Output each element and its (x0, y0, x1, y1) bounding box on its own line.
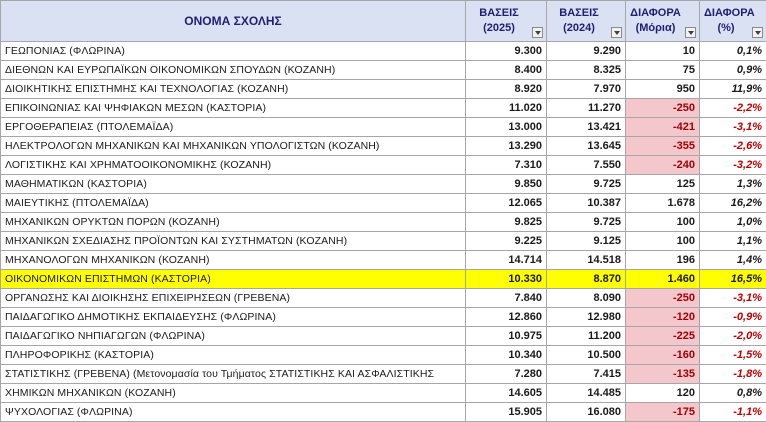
difference-percent-cell[interactable]: 0,9% (700, 61, 766, 80)
table-row (1, 232, 766, 251)
bases-2025-cell[interactable]: 8.400 (466, 61, 547, 80)
bases-2024-cell[interactable]: 10.387 (547, 194, 626, 213)
difference-percent-cell[interactable]: 1,1% (700, 232, 766, 251)
bases-2025-cell[interactable]: 12.065 (466, 194, 547, 213)
header-school-name[interactable] (1, 1, 466, 42)
bases-2025-cell[interactable]: 7.840 (466, 289, 547, 308)
table-row (1, 308, 766, 327)
filter-dropdown-icon[interactable] (611, 27, 622, 38)
bases-2024-cell[interactable]: 14.485 (547, 384, 626, 403)
difference-percent-cell[interactable]: -2,6% (700, 137, 766, 156)
difference-percent-cell[interactable]: -3,1% (700, 118, 766, 137)
bases-2025-cell[interactable]: 9.300 (466, 42, 547, 61)
difference-percent-cell[interactable]: -1,8% (700, 365, 766, 384)
header-difference-points-line2: (Μόρια) (630, 21, 695, 36)
difference-points-cell[interactable]: -421 (626, 118, 700, 137)
filter-dropdown-icon[interactable] (532, 27, 543, 38)
table-row (1, 194, 766, 213)
bases-2024-cell[interactable]: 7.550 (547, 156, 626, 175)
table-row (1, 270, 766, 289)
header-difference-points[interactable] (626, 1, 700, 42)
bases-2024-cell[interactable]: 8.090 (547, 289, 626, 308)
header-difference-percent-line2: (%) (704, 21, 762, 36)
bases-2025-cell[interactable]: 9.225 (466, 232, 547, 251)
table-row (1, 251, 766, 270)
school-name-cell[interactable]: ΟΡΓΑΝΩΣΗΣ ΚΑΙ ΔΙΟΙΚΗΣΗΣ ΕΠΙΧΕΙΡΗΣΕΩΝ (ΓΡΕΒΕΝΑ) (1, 289, 466, 308)
bases-2025-cell[interactable]: 7.310 (466, 156, 547, 175)
difference-points-cell[interactable]: 950 (626, 80, 700, 99)
bases-2024-cell[interactable]: 7.415 (547, 365, 626, 384)
bases-2024-cell[interactable]: 8.870 (547, 270, 626, 289)
bases-2024-cell[interactable]: 9.725 (547, 213, 626, 232)
bases-2025-cell[interactable]: 8.920 (466, 80, 547, 99)
header-difference-percent-line1: ΔΙΑΦΟΡΑ (704, 6, 762, 21)
table-row (1, 384, 766, 403)
table-row (1, 118, 766, 137)
bases-2024-cell[interactable]: 8.325 (547, 61, 626, 80)
difference-percent-cell[interactable]: -1,1% (700, 403, 766, 422)
difference-percent-cell[interactable]: 1,4% (700, 251, 766, 270)
difference-percent-cell[interactable]: -2,2% (700, 99, 766, 118)
difference-points-cell[interactable]: 196 (626, 251, 700, 270)
table-row (1, 175, 766, 194)
difference-percent-cell[interactable]: -1,5% (700, 346, 766, 365)
school-name-cell[interactable]: ΠΛΗΡΟΦΟΡΙΚΗΣ (ΚΑΣΤΟΡΙΑ) (1, 346, 466, 365)
difference-percent-cell[interactable]: 0,1% (700, 42, 766, 61)
header-row (1, 1, 766, 42)
header-bases-2024-line2: (2024) (551, 21, 621, 36)
header-bases-2024[interactable] (547, 1, 626, 42)
difference-points-cell[interactable]: -120 (626, 308, 700, 327)
school-name-cell[interactable]: ΜΗΧΑΝΟΛΟΓΩΝ ΜΗΧΑΝΙΚΩΝ (ΚΟΖΑΝΗ) (1, 251, 466, 270)
school-name-cell[interactable]: ΣΤΑΤΙΣΤΙΚΗΣ (ΓΡΕΒΕΝΑ) (Μετονομασία του Τμήματος ΣΤΑΤΙΣΤΙΚΗΣ ΚΑΙ ΑΣΦΑΛΙΣΤΙΚΗΣ (1, 365, 466, 384)
header-bases-2025-line1: ΒΑΣΕΙΣ (470, 6, 542, 21)
table-row (1, 61, 766, 80)
school-name-cell[interactable]: ΕΡΓΟΘΕΡΑΠΕΙΑΣ (ΠΤΟΛΕΜΑΪΔΑ) (1, 118, 466, 137)
difference-percent-cell[interactable]: -3,2% (700, 156, 766, 175)
bases-2025-cell[interactable]: 9.850 (466, 175, 547, 194)
school-name-cell[interactable]: ΠΑΙΔΑΓΩΓΙΚΟ ΔΗΜΟΤΙΚΗΣ ΕΚΠΑΙΔΕΥΣΗΣ (ΦΛΩΡΙΝΑ) (1, 308, 466, 327)
bases-2024-cell[interactable]: 11.270 (547, 99, 626, 118)
difference-points-cell[interactable]: 125 (626, 175, 700, 194)
bases-2025-cell[interactable]: 14.714 (466, 251, 547, 270)
header-bases-2025-line2: (2025) (470, 21, 542, 36)
difference-points-cell[interactable]: -250 (626, 99, 700, 118)
filter-dropdown-icon[interactable] (685, 27, 696, 38)
difference-percent-cell[interactable]: 16,2% (700, 194, 766, 213)
bases-2025-cell[interactable]: 10.340 (466, 346, 547, 365)
bases-2025-cell[interactable]: 10.975 (466, 327, 547, 346)
school-name-cell[interactable]: ΗΛΕΚΤΡΟΛΟΓΩΝ ΜΗΧΑΝΙΚΩΝ ΚΑΙ ΜΗΧΑΝΙΚΩΝ ΥΠΟΛΟΓΙΣΤΩΝ (ΚΟΖΑΝΗ) (1, 137, 466, 156)
bases-2025-cell[interactable]: 11.020 (466, 99, 547, 118)
difference-points-cell[interactable]: -225 (626, 327, 700, 346)
bases-2025-cell[interactable]: 7.280 (466, 365, 547, 384)
table-row (1, 156, 766, 175)
table-row (1, 137, 766, 156)
bases-2024-cell[interactable]: 12.980 (547, 308, 626, 327)
bases-2025-cell[interactable]: 12.860 (466, 308, 547, 327)
difference-points-cell[interactable]: -355 (626, 137, 700, 156)
table-row (1, 403, 766, 422)
school-name-cell[interactable]: ΧΗΜΙΚΩΝ ΜΗΧΑΝΙΚΩΝ (ΚΟΖΑΝΗ) (1, 384, 466, 403)
school-name-cell[interactable]: ΕΠΙΚΟΙΝΩΝΙΑΣ ΚΑΙ ΨΗΦΙΑΚΩΝ ΜΕΣΩΝ (ΚΑΣΤΟΡΙΑ) (1, 99, 466, 118)
bases-2025-cell[interactable]: 15.905 (466, 403, 547, 422)
table-row (1, 213, 766, 232)
bases-2024-cell[interactable]: 14.518 (547, 251, 626, 270)
bases-2024-cell[interactable]: 9.290 (547, 42, 626, 61)
table-row (1, 80, 766, 99)
difference-points-cell[interactable]: -240 (626, 156, 700, 175)
difference-percent-cell[interactable]: -0,9% (700, 308, 766, 327)
school-name-cell[interactable]: ΟΙΚΟΝΟΜΙΚΩΝ ΕΠΙΣΤΗΜΩΝ (ΚΑΣΤΟΡΙΑ) (1, 270, 466, 289)
difference-points-cell[interactable]: -250 (626, 289, 700, 308)
bases-2024-cell[interactable]: 7.970 (547, 80, 626, 99)
bases-2024-cell[interactable]: 9.725 (547, 175, 626, 194)
school-name-cell[interactable]: ΨΥΧΟΛΟΓΙΑΣ (ΦΛΩΡΙΝΑ) (1, 403, 466, 422)
filter-dropdown-icon[interactable] (752, 27, 763, 38)
difference-percent-cell[interactable]: -3,1% (700, 289, 766, 308)
table-body (1, 42, 766, 422)
table-row (1, 99, 766, 118)
difference-percent-cell[interactable]: -2,0% (700, 327, 766, 346)
bases-2024-cell[interactable]: 13.645 (547, 137, 626, 156)
table-row (1, 346, 766, 365)
school-name-cell[interactable]: ΠΑΙΔΑΓΩΓΙΚΟ ΝΗΠΙΑΓΩΓΩΝ (ΦΛΩΡΙΝΑ) (1, 327, 466, 346)
bases-2024-cell[interactable]: 13.421 (547, 118, 626, 137)
table-row (1, 365, 766, 384)
school-name-cell[interactable]: ΔΙΕΘΝΩΝ ΚΑΙ ΕΥΡΩΠΑΪΚΩΝ ΟΙΚΟΝΟΜΙΚΩΝ ΣΠΟΥΔΩΝ (ΚΟΖΑΝΗ) (1, 61, 466, 80)
difference-points-cell[interactable]: 1.460 (626, 270, 700, 289)
bases-2024-cell[interactable]: 9.125 (547, 232, 626, 251)
difference-points-cell[interactable]: -175 (626, 403, 700, 422)
bases-2024-cell[interactable]: 11.200 (547, 327, 626, 346)
header-difference-points-line1: ΔΙΑΦΟΡΑ (630, 6, 695, 21)
difference-points-cell[interactable]: 100 (626, 213, 700, 232)
difference-percent-cell[interactable]: 1,0% (700, 213, 766, 232)
header-bases-2025[interactable] (466, 1, 547, 42)
bases-2024-cell[interactable]: 10.500 (547, 346, 626, 365)
table-row (1, 289, 766, 308)
difference-percent-cell[interactable]: 16,5% (700, 270, 766, 289)
difference-percent-cell[interactable]: 1,3% (700, 175, 766, 194)
bases-2025-cell[interactable]: 13.000 (466, 118, 547, 137)
difference-points-cell[interactable]: 75 (626, 61, 700, 80)
bases-2025-cell[interactable]: 10.330 (466, 270, 547, 289)
school-name-cell[interactable]: ΜΗΧΑΝΙΚΩΝ ΣΧΕΔΙΑΣΗΣ ΠΡΟΪΟΝΤΩΝ ΚΑΙ ΣΥΣΤΗΜΑΤΩΝ (ΚΟΖΑΝΗ) (1, 232, 466, 251)
bases-2025-cell[interactable]: 9.825 (466, 213, 547, 232)
difference-points-cell[interactable]: 100 (626, 232, 700, 251)
header-difference-percent[interactable] (700, 1, 766, 42)
table-row (1, 327, 766, 346)
school-name-cell[interactable]: ΔΙΟΙΚΗΤΙΚΗΣ ΕΠΙΣΤΗΜΗΣ ΚΑΙ ΤΕΧΝΟΛΟΓΙΑΣ (ΚΟΖΑΝΗ) (1, 80, 466, 99)
difference-points-cell[interactable]: 120 (626, 384, 700, 403)
bases-2024-cell[interactable]: 16.080 (547, 403, 626, 422)
bases-2025-cell[interactable]: 13.290 (466, 137, 547, 156)
school-name-cell[interactable]: ΜΑΘΗΜΑΤΙΚΩΝ (ΚΑΣΤΟΡΙΑ) (1, 175, 466, 194)
difference-points-cell[interactable]: -160 (626, 346, 700, 365)
difference-percent-cell[interactable]: 11,9% (700, 80, 766, 99)
table-row (1, 42, 766, 61)
school-name-cell[interactable]: ΛΟΓΙΣΤΙΚΗΣ ΚΑΙ ΧΡΗΜΑΤΟΟΙΚΟΝΟΜΙΚΗΣ (ΚΟΖΑΝΗ) (1, 156, 466, 175)
difference-points-cell[interactable]: 1.678 (626, 194, 700, 213)
bases-2025-cell[interactable]: 14.605 (466, 384, 547, 403)
difference-points-cell[interactable]: -135 (626, 365, 700, 384)
header-school-name-label: ΟΝΟΜΑ ΣΧΟΛΗΣ (184, 14, 281, 28)
difference-points-cell[interactable]: 10 (626, 42, 700, 61)
difference-percent-cell[interactable]: 0,8% (700, 384, 766, 403)
header-bases-2024-line1: ΒΑΣΕΙΣ (551, 6, 621, 21)
school-name-cell[interactable]: ΓΕΩΠΟΝΙΑΣ (ΦΛΩΡΙΝΑ) (1, 42, 466, 61)
school-name-cell[interactable]: ΜΗΧΑΝΙΚΩΝ ΟΡΥΚΤΩΝ ΠΟΡΩΝ (ΚΟΖΑΝΗ) (1, 213, 466, 232)
school-name-cell[interactable]: ΜΑΙΕΥΤΙΚΗΣ (ΠΤΟΛΕΜΑΪΔΑ) (1, 194, 466, 213)
